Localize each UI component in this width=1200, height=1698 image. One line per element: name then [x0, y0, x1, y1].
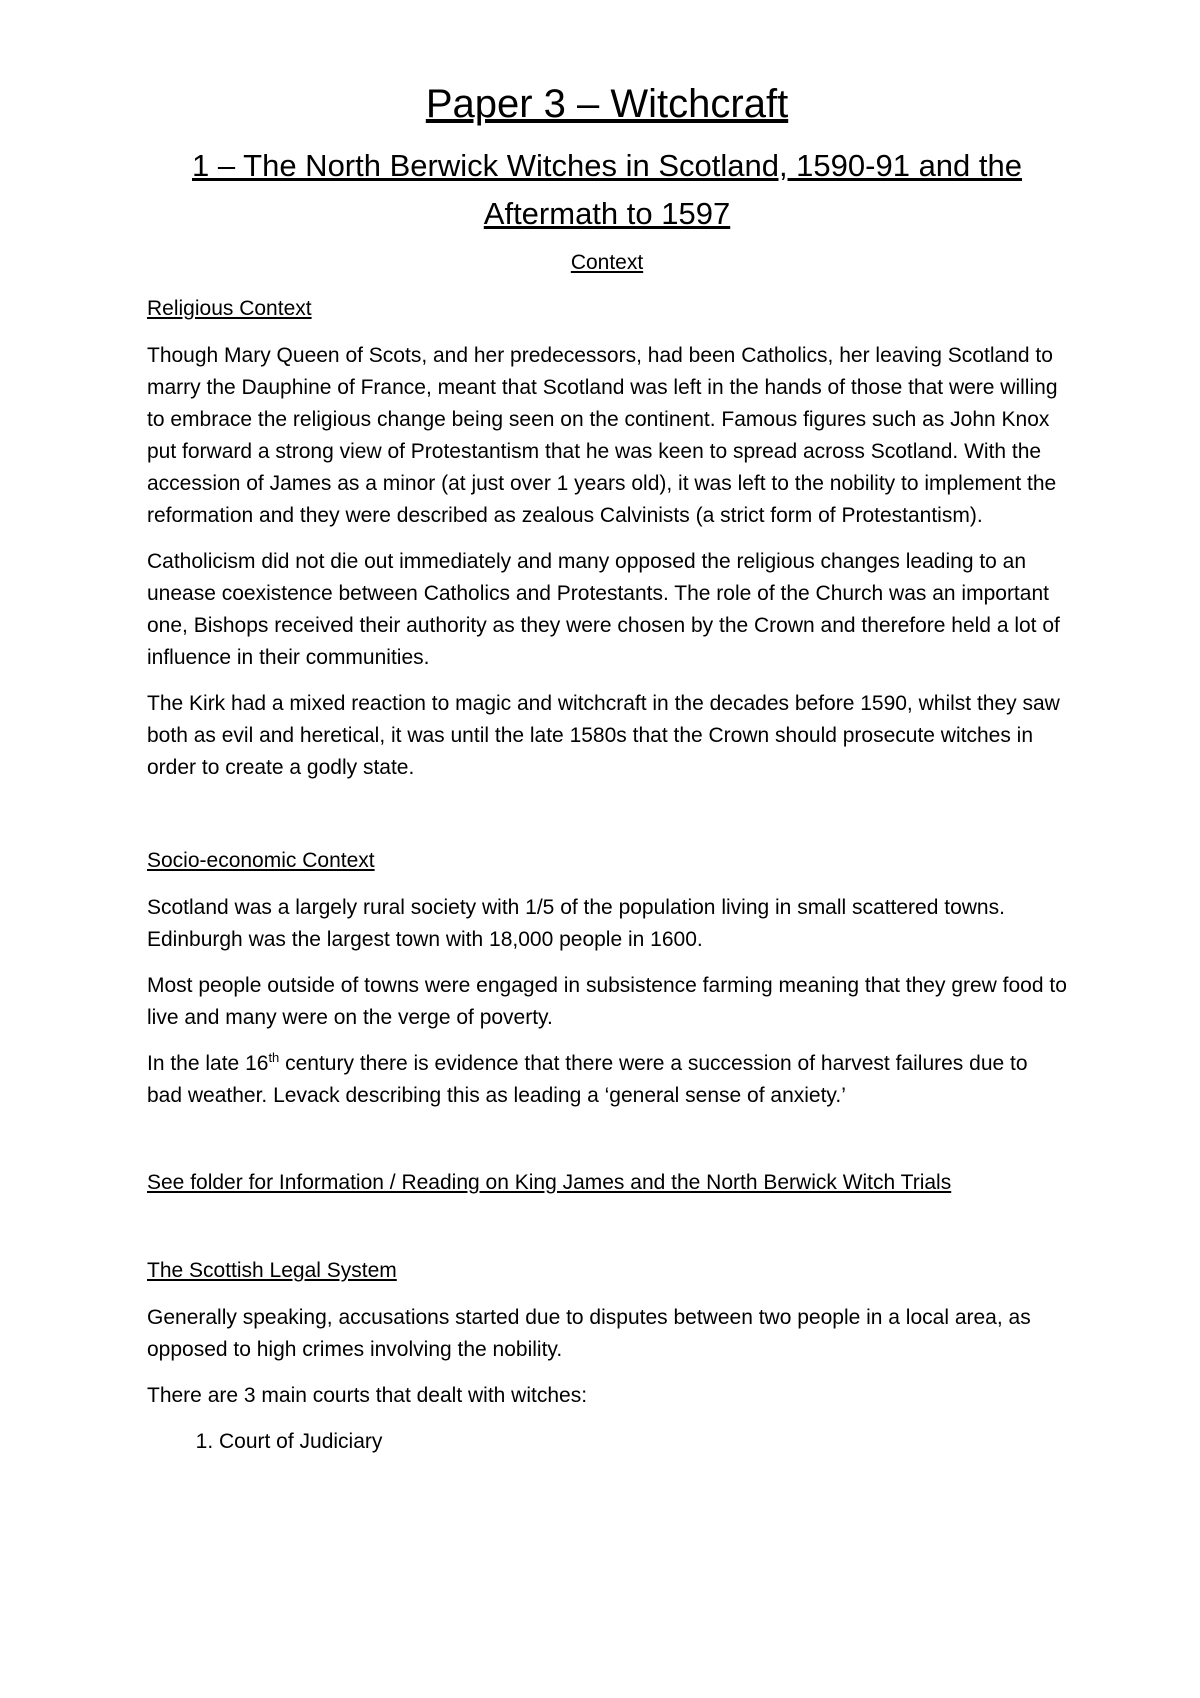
context-heading: Context: [570, 251, 644, 274]
socio-paragraph-1: Scotland was a largely rural society with 1/5 of the population living in small scattered towns. Edinburgh was the largest town with 18,000 people in 1600.: [147, 896, 1005, 951]
spacer: [147, 1214, 1067, 1256]
socio-paragraph-3: In the late 16th century there is evidence that there were a succession of harvest failures due to bad weather. Levack describing this as leading a ‘general sense of anxiety.’: [147, 1050, 1028, 1107]
socio-paragraph-2: Most people outside of towns were engaged in subsistence farming meaning that they grew food to live and many were on the verge of poverty.: [147, 974, 1067, 1029]
subtitle-line-2: Aftermath to 1597: [483, 196, 731, 231]
religious-context-heading: Religious Context: [147, 297, 312, 320]
legal-system-heading: The Scottish Legal System: [147, 1259, 397, 1282]
spacer: [147, 1126, 1067, 1168]
document-title: Paper 3 – Witchcraft: [425, 82, 789, 126]
list-item: 1. Court of Judiciary: [219, 1426, 1067, 1458]
legal-paragraph-1: Generally speaking, accusations started due to disputes between two people in a local area, as opposed to high crimes involving the nobility.: [147, 1306, 1031, 1361]
document-subtitle: [147, 142, 1067, 238]
document-body: [147, 78, 1067, 1458]
folder-note: See folder for Information / Reading on King James and the North Berwick Witch Trials: [147, 1171, 952, 1194]
legal-paragraph-2: There are 3 main courts that dealt with witches:: [147, 1384, 588, 1407]
religious-paragraph-1: Though Mary Queen of Scots, and her predecessors, had been Catholics, her leaving Scotland to marry the Dauphine of France, meant that Scotland was left in the hands of those that were willing to embrace the religious change being seen on the continent. Famous figures such as John Knox put forward a strong view of Protestantism that he was keen to spread across Scotland. With the accession of James as a minor (at just over 1 years old), it was left to the nobility to implement the reformation and they were described as zealous Calvinists (a strict form of Protestantism).: [147, 344, 1058, 527]
subtitle-line-1: 1 – The North Berwick Witches in Scotland, 1590-91 and the: [192, 148, 1022, 183]
spacer: [147, 798, 1067, 846]
religious-paragraph-2: Catholicism did not die out immediately and many opposed the religious changes leading to an unease coexistence between Catholics and Protestants. The role of the Church was an important one, Bishops received their authority as they were chosen by the Crown and therefore held a lot of influence in their communities.: [147, 550, 1060, 669]
courts-list: [147, 1426, 1067, 1458]
religious-paragraph-3: The Kirk had a mixed reaction to magic and witchcraft in the decades before 1590, whilst they saw both as evil and heretical, it was until the late 1580s that the Crown should prosecute witches in order to create a godly state.: [147, 692, 1060, 779]
socio-economic-context-heading: Socio-economic Context: [147, 849, 375, 872]
